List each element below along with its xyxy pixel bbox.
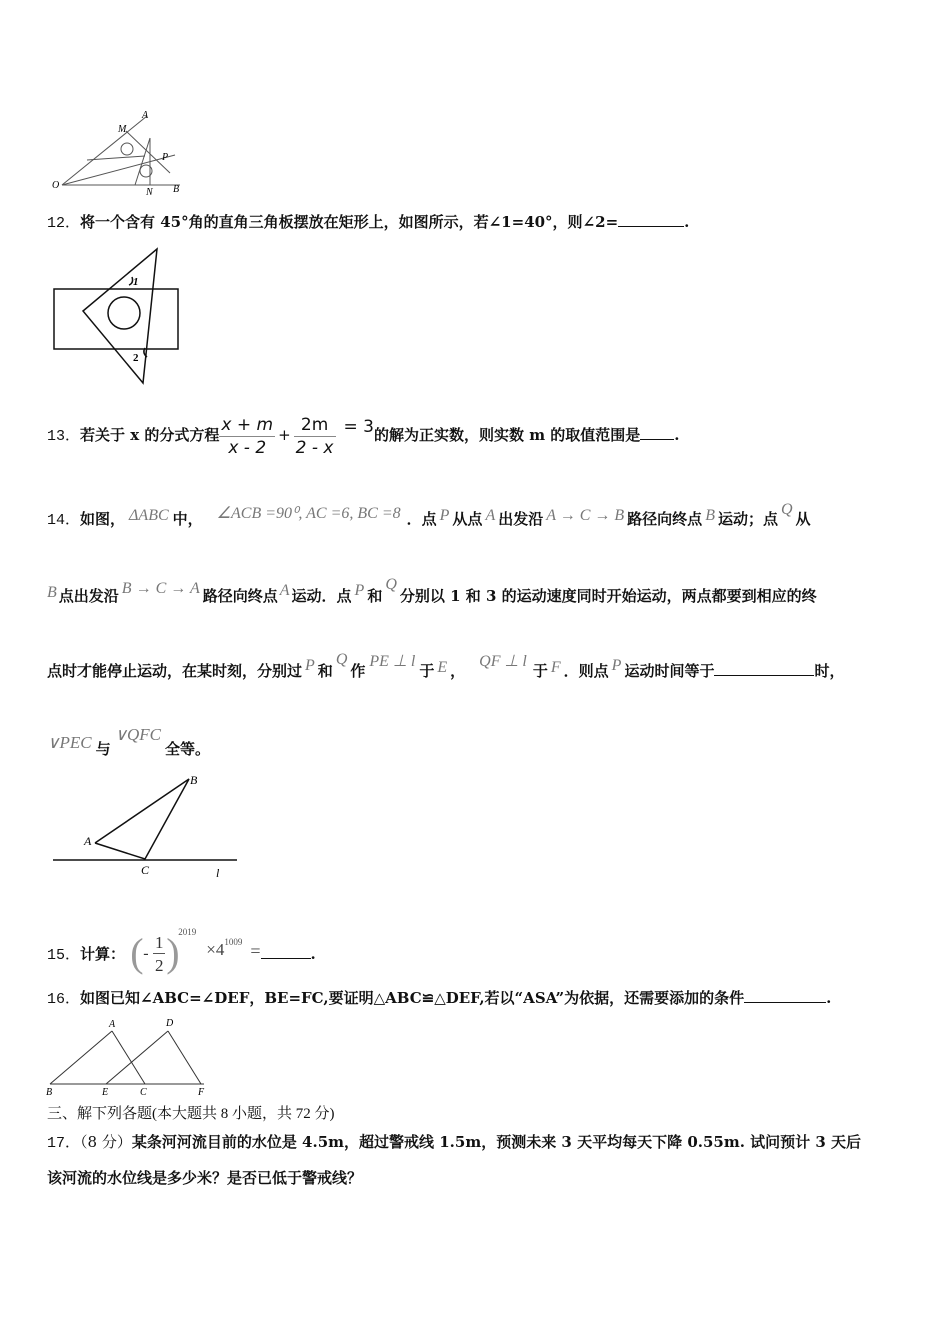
question-16	[47, 988, 831, 1010]
text: 中，	[172, 510, 203, 528]
text: 全等。	[165, 740, 211, 758]
question-text-after: 的解为正实数，则实数 m 的取值范围是	[373, 426, 641, 444]
exponent-2019: 2019	[178, 927, 197, 937]
power-expression: ( - 1 2 )	[130, 930, 180, 975]
math-Q: Q	[385, 576, 397, 593]
text: 从	[795, 510, 811, 528]
text: 作	[350, 662, 366, 680]
text: ．则点	[563, 662, 609, 680]
period: .	[674, 426, 680, 444]
vertex-C: C	[140, 1087, 147, 1096]
label-A: A	[142, 110, 149, 121]
text: 运动时间等于	[624, 662, 715, 680]
answer-blank[interactable]	[744, 988, 826, 1003]
question-points: （8 分）	[80, 1133, 132, 1151]
math-triangle-pec: ∨PEC	[47, 733, 92, 752]
text: 如图，	[80, 510, 126, 528]
figure-14-diagram	[50, 770, 260, 882]
label-N: N	[146, 187, 153, 196]
math-path-bca: B → C → A	[121, 580, 200, 597]
figure-11-diagram	[50, 108, 190, 196]
math-path-acb: A → C → B	[546, 507, 625, 524]
math-given: ∠ACB =90⁰, AC =6, BC =8	[216, 505, 401, 522]
math-P: P	[305, 657, 315, 674]
vertex-F: F	[198, 1087, 205, 1096]
figure-12-diagram	[50, 243, 185, 388]
label-M: M	[118, 124, 127, 135]
question-17-line-2	[47, 1168, 362, 1188]
fraction-2-denominator: 2 - x	[295, 437, 334, 458]
vertex-A: A	[84, 834, 92, 848]
text: 点时才能停止运动，在某时刻，分别过	[47, 662, 303, 680]
angle-1-label: 1	[133, 276, 139, 288]
angle-2-label: 2	[133, 352, 139, 364]
section-3-heading: 三、解下列各题(本大题共 8 小题，共 72 分)	[47, 1106, 335, 1122]
math-Q: Q	[780, 501, 793, 518]
question-text: 如图已知∠ABC=∠DEF，BE=FC,要证明△ABC≌△DEF,若以“ASA”为依据，还需要添加的条件	[80, 989, 745, 1007]
question-text: 将一个含有 45°角的直角三角板摆放在矩形上，如图所示，若∠1=40°，则∠2=	[80, 213, 619, 231]
text: 分别以 1 和 3 的运动速度同时开始运动，两点都要到相应的终	[399, 587, 817, 605]
question-17-line-1	[47, 1132, 861, 1154]
question-label: 计算：	[80, 945, 126, 963]
equals-sign: =	[250, 941, 261, 961]
text: 路径向终点	[627, 510, 703, 528]
text: ．点	[406, 510, 437, 528]
math-triangle-abc: ΔABC	[129, 507, 169, 524]
base-denominator: 2	[155, 956, 164, 975]
vertex-D: D	[166, 1018, 174, 1029]
base-numerator: 1	[155, 933, 164, 952]
text: 和	[367, 587, 383, 605]
answer-blank[interactable]	[714, 661, 814, 676]
math-triangle-qfc: ∨QFC	[114, 725, 162, 744]
figure-16-diagram	[44, 1014, 219, 1096]
question-14-line-4	[47, 725, 210, 759]
question-12	[47, 212, 689, 234]
text: 运动．点	[291, 587, 352, 605]
question-13	[47, 404, 680, 458]
equals-three: = 3	[343, 417, 374, 437]
answer-blank[interactable]	[261, 944, 311, 959]
question-14-line-2	[47, 575, 817, 606]
math-PE-perp-l: PE ⊥ l	[369, 653, 416, 670]
fraction-2-numerator: 2m	[294, 414, 336, 437]
question-number: 15．	[47, 947, 81, 964]
answer-blank[interactable]	[640, 425, 674, 440]
plus-sign: +	[278, 426, 291, 444]
question-text: 某条河河流目前的水位是 4.5m，超过警戒线 1.5m，预测未来 3 天平均每天下降 0.55m. 试问预计 3 天后	[131, 1133, 862, 1151]
text: 和	[317, 662, 333, 680]
vertex-E: E	[102, 1087, 109, 1096]
text: 出发沿	[498, 510, 544, 528]
text: 于	[419, 662, 435, 680]
vertex-B: B	[190, 773, 198, 787]
text: 路径向终点	[202, 587, 278, 605]
vertex-B: B	[46, 1087, 53, 1096]
math-QF-perp-l: QF ⊥ l	[479, 653, 527, 670]
fraction-1-denominator: x - 2	[228, 437, 267, 458]
text: 运动；点	[717, 510, 778, 528]
minus-sign: -	[143, 945, 149, 962]
period: .	[310, 945, 316, 963]
math-P: P	[611, 657, 622, 674]
question-number: 12．	[47, 215, 81, 232]
question-number: 13．	[47, 428, 81, 445]
question-14-line-1	[47, 500, 811, 531]
question-15	[47, 906, 316, 975]
text: ，	[450, 662, 466, 680]
question-number: 16．	[47, 991, 81, 1008]
math-B: B	[705, 507, 715, 524]
math-A: A	[279, 582, 290, 599]
label-P: P	[162, 152, 169, 163]
label-B: B	[173, 184, 180, 195]
fraction-1-numerator: x + m	[221, 414, 274, 435]
question-number: 17．	[47, 1135, 81, 1152]
period: .	[826, 989, 832, 1007]
vertex-C: C	[141, 863, 150, 877]
text: 与	[95, 740, 111, 758]
text: 时，	[814, 662, 845, 680]
exponent-1009: 1009	[224, 937, 243, 947]
line-l-label: l	[216, 866, 220, 880]
times-four: ×4	[206, 940, 225, 959]
question-14-line-3	[47, 650, 844, 681]
math-P: P	[439, 507, 450, 524]
fraction-1	[219, 414, 275, 459]
vertex-A: A	[109, 1019, 116, 1030]
question-text: 该河流的水位线是多少米？是否已低于警戒线？	[47, 1169, 363, 1187]
answer-blank[interactable]	[618, 212, 684, 227]
math-F: F	[550, 659, 561, 676]
question-number: 14．	[47, 512, 81, 529]
period: .	[684, 213, 690, 231]
math-E: E	[437, 659, 448, 676]
label-O: O	[52, 180, 60, 191]
question-text-before: 若关于 x 的分式方程	[80, 426, 220, 444]
math-B: B	[47, 584, 57, 601]
text: 从点	[452, 510, 483, 528]
math-Q: Q	[335, 651, 348, 668]
text: 点出发沿	[58, 587, 119, 605]
fraction-2	[294, 414, 336, 459]
text: 于	[532, 662, 548, 680]
math-P: P	[354, 582, 365, 599]
math-A: A	[485, 507, 496, 524]
